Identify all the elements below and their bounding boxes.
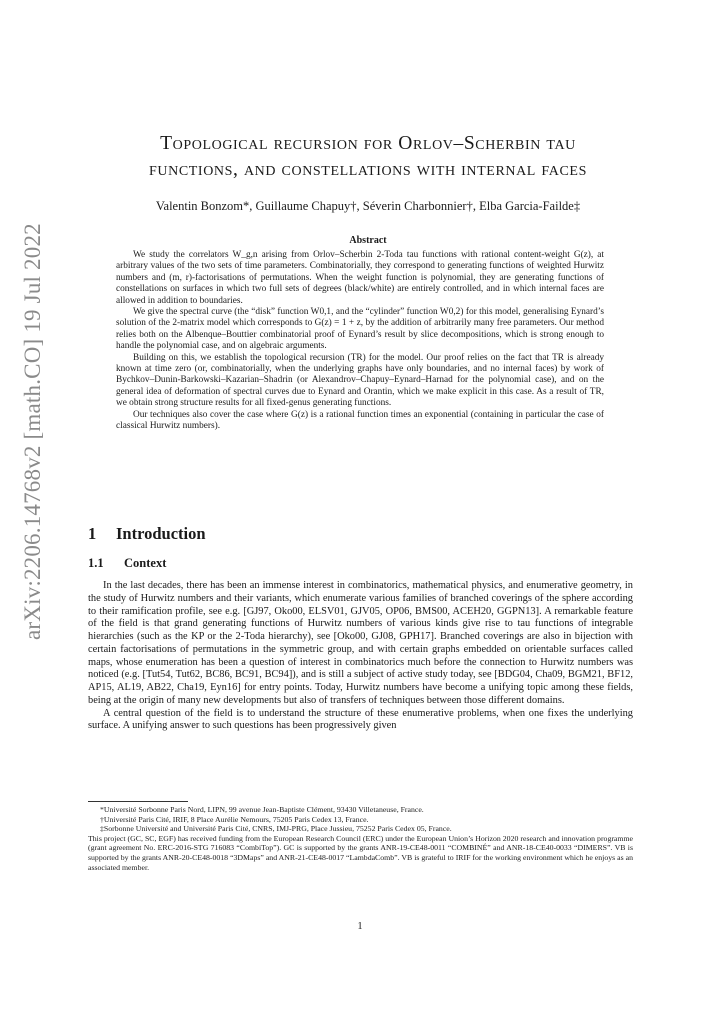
footnote-rule [88,801,188,802]
subsection-number: 1.1 [88,556,104,570]
abstract-paragraph: We study the correlators W_g,n arising from Orlov–Scherbin 2-Toda tau functions with rational content-weight G(z), at arbitrary values of the two sets of time parameters. Combinatorially, they correspond to generating functions of weighted Hurwitz numbers and (m, r)-factorisations of permutations. When the weight function is polynomial, they are generating functions of constellations on surfaces in which two full sets of degrees (black/white) are entirely controlled, and in which internal faces are allowed in addition to boundaries. [116,250,604,306]
abstract-paragraph: Building on this, we establish the topological recursion (TR) for the model. Our proof relies on the fact that TR is already known at time zero (or, combinatorially, when the underlying graphs have only boundaries, and no internal faces) by work of Bychkov–Dunin-Barkowski–Kazarian–Shadrin (or Alexandrov–Chapuy–Eynard–Harnad for the polynomial case), and on the general idea of deformation of spectral curves due to Eynard and Orantin, which we make explicit in this case. As a result of TR, we obtain strong structure results for all fixed-genus generating functions. [116,352,604,409]
author-list: Valentin Bonzom*, Guillaume Chapuy†, Séverin Charbonnier†, Elba Garcia-Failde‡ [155,199,581,213]
abstract-paragraph: We give the spectral curve (the “disk” function W0,1, and the “cylinder” function W0,2) for this model, generalising Eynard’s solution of the 2-matrix model which corresponds to G(z) = 1 + z, by the addition of arbitrarily many free parameters. Our method relies both on the Albenque–Bouttier combinatorial proof of Eynard’s result by slice decompositions, which is strong enough to handle the polynomial case, and on algebraic arguments. [116,307,604,352]
subsection-title: Context [124,556,167,570]
footnote-affiliation: ‡Sorbonne Université and Université Paris Cité, CNRS, IMJ-PRG, Place Jussieu, 75252 Paris Cedex 05, France. [100,824,452,834]
section-number: 1 [88,524,97,543]
paper-title [88,131,648,183]
page-number: 1 [357,921,363,932]
section-heading [88,524,206,544]
abstract [116,250,604,433]
body-paragraph: A central question of the field is to understand the structure of these enumerative problems, when one fixes the underlying surface. A unifying answer to such questions has been progressively given [88,707,633,732]
footnote-affiliation: †Université Paris Cité, IRIF, 8 Place Aurélie Nemours, 75205 Paris Cedex 13, France. [100,814,369,824]
subsection-heading [88,556,166,571]
section-title: Introduction [116,524,206,543]
arxiv-identifier: arXiv:2206.14768v2 [math.CO] 19 Jul 2022 [20,223,45,640]
abstract-paragraph: Our techniques also cover the case where G(z) is a rational function times an exponential (containing in particular the case of classical Hurwitz numbers). [116,409,604,432]
body-text [88,580,633,733]
title-line-2: functions, and constellations with internal faces [149,159,587,180]
funding-note: This project (GC, SC, EGF) has received funding from the European Research Council (ERC) under the European Union’s Horizon 2020 research and innovation programme (grant agreement No. ERC-2016-STG 716083 “CombiTop”). GC is supported by the grants ANR-19-CE48-0011 “COMBINÉ” and ANR-18-CE40-0033 “DIMERS”. VB is supported by the grants ANR-20-CE48-0018 “3DMaps” and ANR-21-CE48-0017 “LambdaComb”. VB is grateful to IRIF for the working environment which he enjoys as an associated member. [88,833,633,872]
footnote-affiliation: *Université Sorbonne Paris Nord, LIPN, 99 avenue Jean-Baptiste Clément, 93430 Villetaneuse, France. [100,805,424,814]
abstract-heading: Abstract [349,235,387,246]
title-line-1: Topological recursion for Orlov–Scherbin tau [160,133,576,154]
body-paragraph: In the last decades, there has been an immense interest in combinatorics, mathematical physics, and enumerative geometry, in the study of Hurwitz numbers and their variants, which enumerate various families of branched coverings of the sphere according to their ramification profile, see e.g. [GJ97, Oko00, ELSV01, GJV05, OP06, BMS00, ACEH20, GGPN13]. A remarkable feature of the field is that grand generating functions of Hurwitz numbers of various kinds give rise to tau functions of integrable hierarchies (such as the KP or the 2-Toda hierarchy), see [Oko00, GJ08, GPH17]. Branched coverings are also in bijection with certain factorisations of permutations in the symmetric group, and with certain graphs embedded on orientable surfaces called maps, whose enumeration has been a question of interest in combinatorics much before the connection to Hurwitz numbers was noticed (e.g. [Tut54, Tut62, BC86, BC91, BC94]), and is still a subject of active study today, see [BDG04, Cha09, BGM21, BF12, AP15, AL19, AB22, Cha19, Eyn16] for entry points. Today, Hurwitz numbers have become a unifying topic among these fields, being at the origin of many new developments but also of transfers of techniques between those different domains. [88,580,633,706]
footnotes [88,805,633,872]
